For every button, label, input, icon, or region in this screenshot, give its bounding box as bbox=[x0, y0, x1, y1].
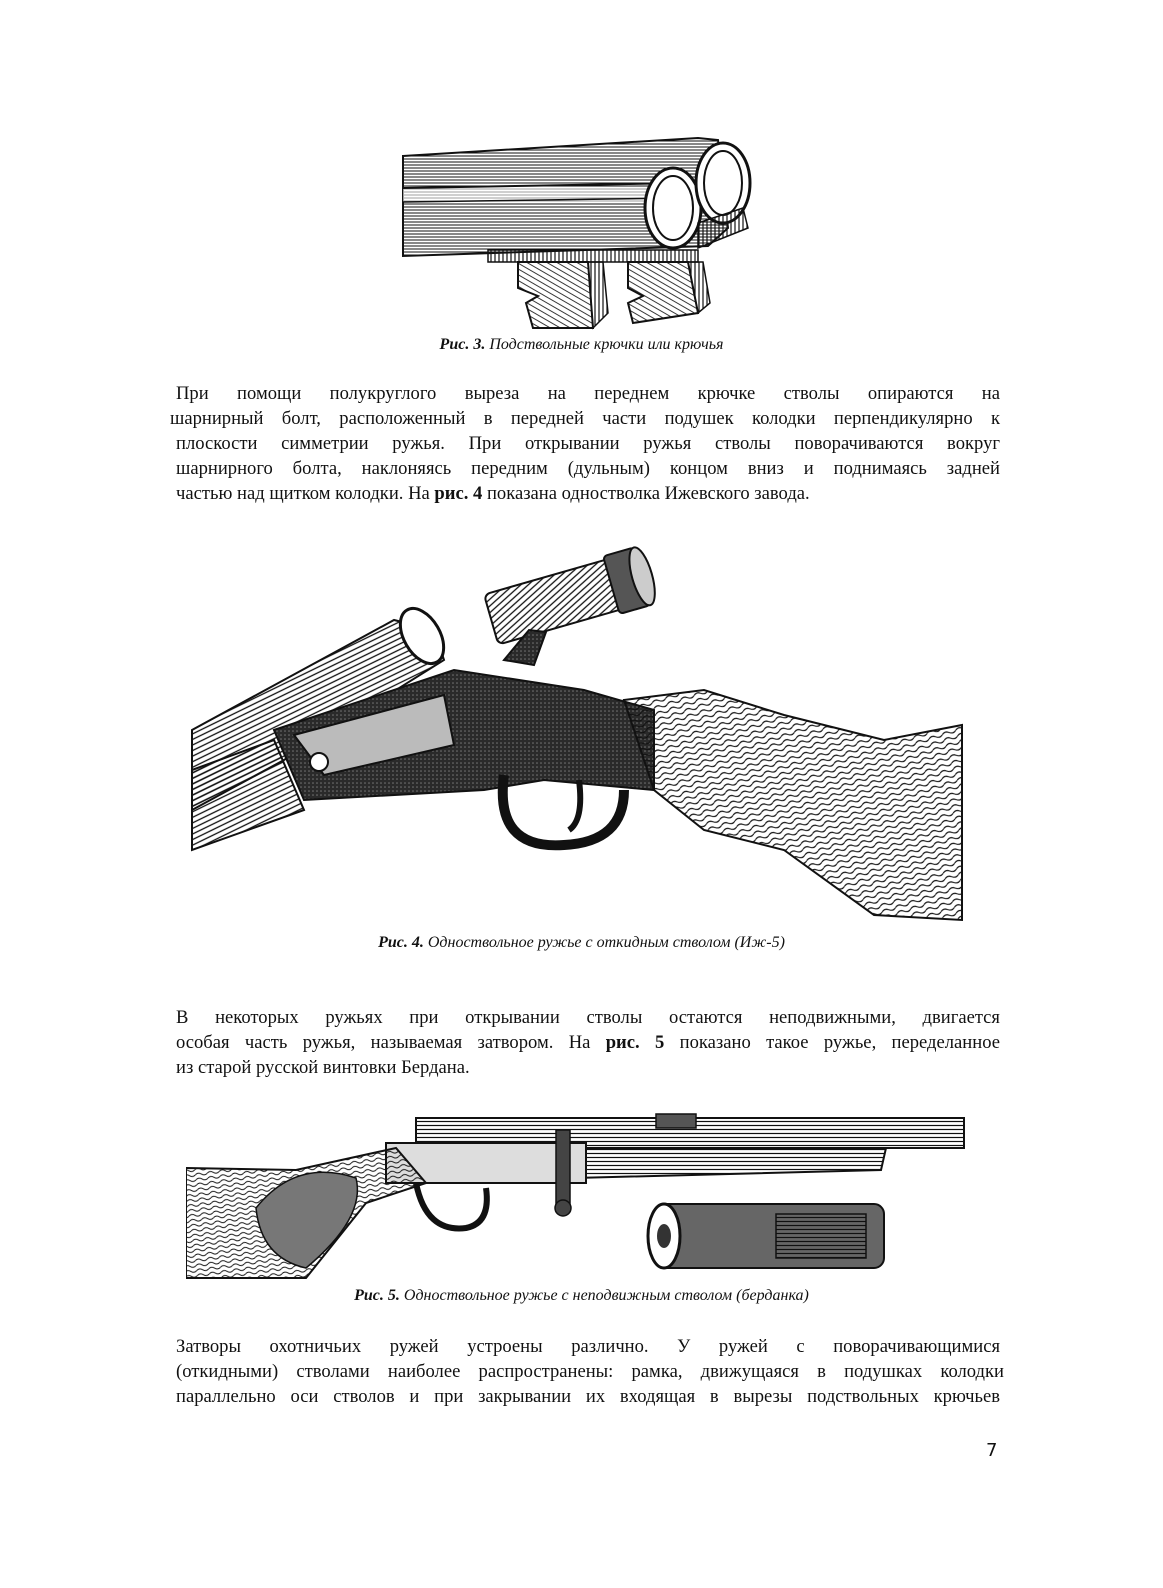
paragraph-3-line-1: Затворы охотничьих ружей устроены различно. У ружей с поворачивающимися bbox=[176, 1336, 1000, 1357]
figure-5-reference: рис. 5 bbox=[605, 1032, 665, 1053]
figure-4-caption bbox=[0, 934, 1163, 952]
paragraph-2-text-pre: особая часть ружья, называемая затвором. На bbox=[176, 1032, 606, 1053]
figure-3-caption-number: Рис. 3. bbox=[439, 336, 486, 353]
paragraph-1-text-post: показана одностволка Ижевского завода. bbox=[482, 483, 810, 504]
paragraph-1 bbox=[170, 381, 1000, 506]
paragraph-1-line-2: шарнирный болт, расположенный в передней части подушек колодки перпендикулярно к bbox=[170, 408, 1000, 429]
paragraph-1-line-4: шарнирного болта, наклоняясь передним (дульным) концом вниз и поднимаясь задней bbox=[176, 458, 1000, 479]
figure-5-caption-text: Одноствольное ружье с неподвижным стволом (берданка) bbox=[403, 1287, 809, 1304]
figure-3-caption-text: Подствольные крючки или крючья bbox=[489, 336, 724, 353]
paragraph-1-line-3: плоскости симметрии ружья. При открывании ружья стволы поворачиваются вокруг bbox=[176, 433, 1000, 454]
figure-3-image bbox=[398, 128, 756, 334]
paragraph-2-line-3: из старой русской винтовки Бердана. bbox=[176, 1057, 470, 1078]
paragraph-3-line-3: параллельно оси стволов и при закрывании их входящая в вырезы подствольных крючьев bbox=[176, 1386, 1000, 1407]
figure-4-image bbox=[184, 530, 966, 930]
paragraph-3 bbox=[176, 1334, 1004, 1409]
figure-3-caption bbox=[0, 336, 1163, 354]
paragraph-3-line-2: (откидными) стволами наиболее распространены: рамка, движущаяся в подушках колодки bbox=[176, 1361, 1004, 1382]
paragraph-2-text-post: показано такое ружье, переделанное bbox=[664, 1032, 1000, 1053]
paragraph-1-line-1: При помощи полукруглого выреза на переднем крючке стволы опираются на bbox=[176, 383, 1000, 404]
izh-5-gun-illustration bbox=[184, 530, 966, 930]
paragraph-2 bbox=[176, 1005, 1000, 1080]
paragraph-1-line-5 bbox=[176, 481, 1000, 506]
barrel-lugs-illustration bbox=[398, 128, 756, 334]
paragraph-2-line-1: В некоторых ружьях при открывании стволы остаются неподвижными, двигается bbox=[176, 1007, 1000, 1028]
page-number: 7 bbox=[986, 1440, 998, 1461]
figure-4-reference: рис. 4 bbox=[434, 483, 483, 504]
berdan-gun-illustration bbox=[186, 1108, 966, 1284]
paragraph-1-text-pre: частью над щитком колодки. На bbox=[176, 483, 435, 504]
figure-4-caption-text: Одноствольное ружье с откидным стволом (Иж-5) bbox=[427, 934, 785, 951]
figure-4-caption-number: Рис. 4. bbox=[378, 934, 424, 951]
paragraph-2-line-2 bbox=[176, 1030, 1000, 1055]
figure-5-caption-number: Рис. 5. bbox=[354, 1287, 400, 1304]
figure-5-image bbox=[186, 1108, 966, 1284]
figure-5-caption bbox=[0, 1287, 1163, 1305]
